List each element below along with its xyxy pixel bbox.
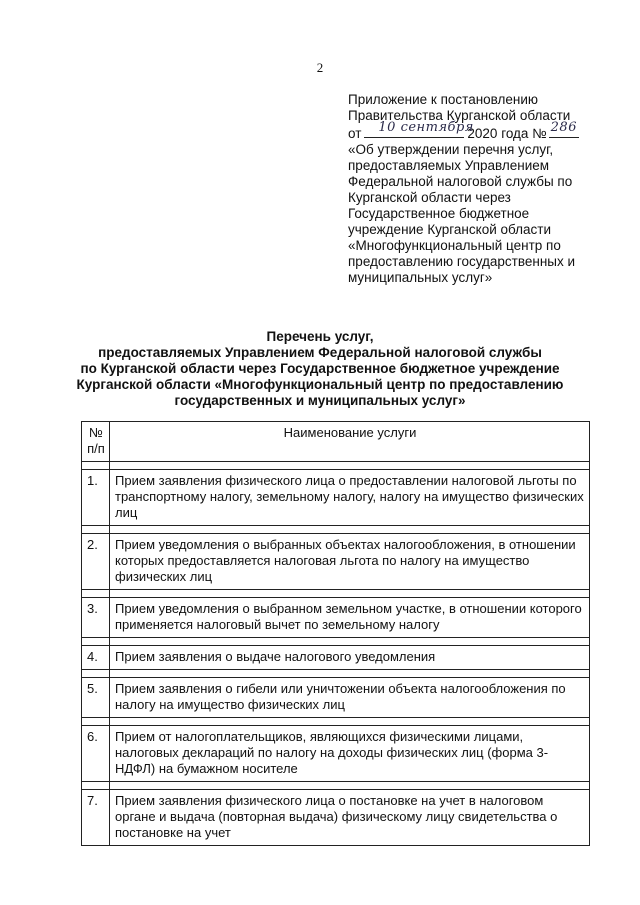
- table-row: [82, 470, 590, 526]
- table-row: [82, 726, 590, 782]
- appendix-line: Правительства Курганской области: [348, 108, 571, 123]
- table-spacer: [82, 462, 590, 470]
- row-number: 1.: [82, 470, 110, 526]
- table-spacer: [82, 782, 590, 790]
- handwritten-date: 10 сентября: [378, 120, 474, 135]
- date-year: 2020 года №: [467, 126, 547, 141]
- appendix-line: Приложение к постановлению: [348, 92, 539, 107]
- table-header-row: [82, 422, 590, 462]
- appendix-line: Курганской области через: [348, 190, 511, 205]
- row-service-name: Прием заявления физического лица о предоставлении налоговой льготы по транспортному налогу, земельному налогу, налогу на имущество физических лиц: [110, 470, 590, 526]
- table-row: [82, 534, 590, 590]
- appendix-line: Государственное бюджетное: [348, 206, 530, 221]
- row-number: 6.: [82, 726, 110, 782]
- row-service-name: Прием от налогоплательщиков, являющихся физическими лицами, налоговых деклараций по налогу на доходы физических лиц (форма 3-НДФЛ) на бумажном носителе: [110, 726, 590, 782]
- list-title: [70, 329, 570, 409]
- appendix-line: «Об утверждении перечня услуг,: [348, 142, 554, 157]
- row-number: 5.: [82, 678, 110, 718]
- table-spacer: [82, 718, 590, 726]
- appendix-line: предоставляемых Управлением: [348, 158, 550, 173]
- row-service-name: Прием уведомления о выбранном земельном участке, в отношении которого применяется налоговый вычет по земельному налогу: [110, 598, 590, 638]
- list-title-line: по Курганской области через Государственное бюджетное учреждение: [80, 361, 560, 376]
- appendix-line: учреждение Курганской области: [348, 222, 551, 237]
- list-title-line: Перечень услуг,: [266, 329, 374, 344]
- page-number: 2: [316, 60, 324, 75]
- date-prefix: от: [348, 126, 362, 141]
- list-title-line: государственных и муниципальных услуг»: [174, 393, 466, 408]
- table-spacer: [82, 670, 590, 678]
- header-number: № п/п: [82, 422, 110, 462]
- row-number: 4.: [82, 646, 110, 670]
- table-row: [82, 646, 590, 670]
- table-row: [82, 598, 590, 638]
- table-spacer: [82, 638, 590, 646]
- row-number: 2.: [82, 534, 110, 590]
- appendix-line: предоставлению государственных и: [348, 254, 576, 269]
- appendix-line: «Многофункциональный центр по: [348, 238, 561, 253]
- table-row: [82, 790, 590, 846]
- handwritten-number: 286: [550, 120, 577, 135]
- list-title-line: предоставляемых Управлением Федеральной налоговой службы: [98, 345, 542, 360]
- date-blank: [364, 120, 474, 138]
- number-blank: [549, 120, 579, 138]
- appendix-date-line: [348, 120, 598, 142]
- row-service-name: Прием заявления физического лица о постановке на учет в налоговом органе и выдача (повторная выдача) физическому лицу свидетельства о постановке на учет: [110, 790, 590, 846]
- row-service-name: Прием заявления о выдаче налогового уведомления: [110, 646, 590, 670]
- row-service-name: Прием уведомления о выбранных объектах налогообложения, в отношении которых предоставляется налоговая льгота по налогу на имущество физических лиц: [110, 534, 590, 590]
- list-title-line: Курганской области «Многофункциональный центр по предоставлению: [76, 377, 564, 392]
- table-spacer: [82, 526, 590, 534]
- row-number: 7.: [82, 790, 110, 846]
- row-service-name: Прием заявления о гибели или уничтожении объекта налогообложения по налогу на имущество физических лиц: [110, 678, 590, 718]
- appendix-block: [348, 92, 598, 286]
- row-number: 3.: [82, 598, 110, 638]
- appendix-line: муниципальных услуг»: [348, 270, 493, 285]
- table-row: [82, 678, 590, 718]
- appendix-line: Федеральной налоговой службы по: [348, 174, 573, 189]
- table-spacer: [82, 590, 590, 598]
- services-table: [81, 421, 590, 846]
- header-service-name: Наименование услуги: [110, 422, 590, 462]
